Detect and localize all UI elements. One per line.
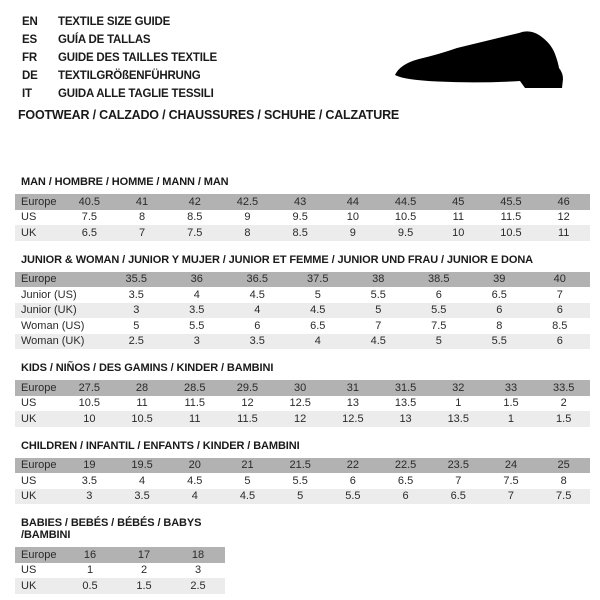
size-value: 5.5 bbox=[431, 304, 447, 317]
size-value: 8 bbox=[138, 211, 146, 224]
size-value: 19.5 bbox=[131, 459, 153, 472]
size-value: 40 bbox=[553, 273, 566, 286]
size-value: 12 bbox=[294, 412, 307, 425]
size-value: 3 bbox=[194, 564, 202, 577]
size-table bbox=[15, 362, 590, 427]
size-value: 21 bbox=[241, 459, 254, 472]
size-value: 11.5 bbox=[184, 397, 206, 410]
size-value: 6.5 bbox=[81, 226, 97, 239]
size-value: 29.5 bbox=[236, 381, 259, 394]
size-value: 5 bbox=[314, 288, 321, 301]
table-title: MAN / HOMBRE / HOMME / MANN / MAN bbox=[21, 176, 229, 188]
size-value: 5.5 bbox=[292, 474, 308, 487]
size-value: 24 bbox=[504, 459, 518, 472]
size-value: 13.5 bbox=[394, 397, 417, 410]
language-row bbox=[22, 31, 217, 49]
size-value: 36.5 bbox=[246, 273, 268, 286]
size-value: 1 bbox=[455, 397, 462, 410]
size-value: 8.5 bbox=[552, 319, 568, 332]
size-value: 12 bbox=[557, 211, 570, 224]
size-value: 46 bbox=[557, 195, 570, 208]
size-value: 6 bbox=[402, 490, 409, 503]
size-table bbox=[15, 517, 225, 594]
size-value: 10 bbox=[83, 412, 96, 425]
table-row bbox=[15, 547, 225, 563]
size-value: 31 bbox=[346, 381, 359, 394]
size-value: 10.5 bbox=[394, 211, 417, 224]
size-value: 5.5 bbox=[491, 335, 507, 348]
size-value: 3.5 bbox=[189, 304, 205, 317]
size-value: 42 bbox=[188, 195, 201, 208]
size-value: 2.5 bbox=[190, 579, 206, 592]
size-value: 11 bbox=[557, 226, 570, 239]
row-label: Junior (US) bbox=[21, 288, 77, 301]
size-value: 35.5 bbox=[125, 273, 147, 286]
size-value: 5 bbox=[133, 319, 140, 332]
size-value: 2.5 bbox=[128, 335, 144, 348]
size-value: 7 bbox=[556, 288, 563, 301]
size-value: 6 bbox=[496, 304, 503, 317]
size-value: 4.5 bbox=[239, 490, 256, 503]
size-value: 42.5 bbox=[236, 195, 259, 208]
language-label: GUIDE DES TAILLES TEXTILE bbox=[58, 52, 217, 64]
size-value: 30 bbox=[294, 381, 307, 394]
size-value: 6 bbox=[556, 304, 563, 317]
language-label: TEXTILGRÖßENFÜHRUNG bbox=[58, 70, 201, 82]
size-value: 21.5 bbox=[289, 459, 311, 472]
size-value: 7.5 bbox=[81, 211, 97, 224]
size-value: 11 bbox=[189, 412, 201, 425]
size-table bbox=[15, 440, 590, 505]
size-value: 6 bbox=[254, 319, 261, 332]
size-value: 10.5 bbox=[131, 412, 153, 425]
size-value: 12 bbox=[241, 397, 254, 410]
size-value: 7.5 bbox=[556, 490, 572, 503]
size-value: 7 bbox=[455, 474, 462, 487]
size-value: 33.5 bbox=[552, 381, 575, 394]
language-code: IT bbox=[22, 88, 32, 100]
size-value: 12.5 bbox=[289, 397, 311, 410]
row-label: UK bbox=[21, 412, 37, 425]
size-value: 1.5 bbox=[136, 579, 152, 592]
size-value: 1 bbox=[86, 564, 94, 577]
row-label: UK bbox=[21, 579, 37, 592]
size-value: 11 bbox=[136, 397, 148, 410]
language-label: GUIDA ALLE TAGLIE TESSILI bbox=[58, 88, 214, 100]
size-value: 1.5 bbox=[503, 397, 519, 410]
size-value: 4.5 bbox=[310, 304, 326, 317]
size-value: 1 bbox=[507, 412, 515, 425]
row-label: UK bbox=[21, 226, 37, 239]
size-value: 38.5 bbox=[428, 273, 450, 286]
size-value: 20 bbox=[188, 459, 201, 472]
row-label: Woman (US) bbox=[21, 319, 85, 332]
size-value: 8 bbox=[496, 319, 503, 332]
table-row bbox=[15, 272, 590, 288]
size-value: 11 bbox=[452, 211, 464, 224]
table-row bbox=[15, 458, 590, 474]
size-table bbox=[15, 254, 590, 350]
table-title: KIDS / NIÑOS / DES GAMINS / KINDER / BAMBINI bbox=[21, 362, 274, 374]
language-list bbox=[22, 13, 217, 103]
size-value: 5.5 bbox=[370, 288, 386, 301]
language-row bbox=[22, 85, 217, 103]
size-value: 39 bbox=[493, 273, 506, 286]
language-code: FR bbox=[22, 52, 37, 64]
size-tables bbox=[15, 176, 590, 600]
size-value: 5.5 bbox=[345, 490, 361, 503]
size-value: 9 bbox=[244, 211, 251, 224]
size-value: 10.5 bbox=[78, 397, 101, 410]
size-value: 4.5 bbox=[249, 288, 265, 301]
size-value: 7.5 bbox=[187, 226, 203, 239]
size-value: 8 bbox=[560, 474, 567, 487]
row-label: Europe bbox=[21, 381, 57, 394]
size-value: 43 bbox=[294, 195, 307, 208]
size-value: 8.5 bbox=[187, 211, 203, 224]
size-value: 37.5 bbox=[307, 273, 329, 286]
table-title: BABIES / BEBÉS / BÉBÉS / BABYS /BAMBINI bbox=[21, 517, 202, 541]
row-label: US bbox=[21, 474, 37, 487]
size-table bbox=[15, 176, 590, 241]
size-value: 23.5 bbox=[447, 459, 469, 472]
table-row bbox=[15, 194, 590, 210]
language-row bbox=[22, 67, 217, 85]
table-row bbox=[15, 303, 590, 319]
size-value: 2 bbox=[560, 397, 567, 410]
size-value: 9 bbox=[349, 226, 356, 239]
size-value: 28.5 bbox=[184, 381, 206, 394]
size-value: 3.5 bbox=[81, 474, 97, 487]
size-value: 22.5 bbox=[394, 459, 417, 472]
size-value: 8.5 bbox=[292, 226, 308, 239]
size-value: 5 bbox=[244, 474, 251, 487]
table-title: CHILDREN / INFANTIL / ENFANTS / KINDER / BAMBINI bbox=[21, 439, 300, 452]
size-value: 6 bbox=[556, 335, 563, 348]
language-code: ES bbox=[22, 34, 37, 46]
size-value: 4.5 bbox=[370, 335, 386, 348]
size-value: 13 bbox=[399, 412, 412, 425]
language-code: EN bbox=[22, 16, 38, 28]
section-title: FOOTWEAR / CALZADO / CHAUSSURES / SCHUHE / CALZATURE bbox=[18, 108, 400, 122]
size-value: 3 bbox=[86, 490, 93, 503]
size-value: 6 bbox=[349, 474, 356, 487]
size-value: 3.5 bbox=[134, 490, 150, 503]
size-value: 5 bbox=[435, 335, 442, 348]
size-value: 13.5 bbox=[447, 412, 469, 425]
size-value: 17 bbox=[137, 548, 151, 561]
table-row bbox=[15, 318, 590, 334]
size-value: 4 bbox=[314, 335, 321, 348]
size-value: 32 bbox=[452, 381, 465, 394]
row-label: Woman (UK) bbox=[21, 335, 85, 348]
size-value: 0.5 bbox=[82, 579, 98, 592]
size-value: 3 bbox=[133, 304, 140, 317]
language-label: GUÍA DE TALLAS bbox=[58, 34, 151, 46]
size-value: 5 bbox=[375, 304, 382, 317]
language-label: TEXTILE SIZE GUIDE bbox=[58, 16, 171, 28]
size-value: 18 bbox=[191, 548, 205, 561]
table-row bbox=[15, 563, 225, 579]
table-title: JUNIOR & WOMAN / JUNIOR Y MUJER / JUNIOR ET FEMME / JUNIOR UND FRAU / JUNIOR E DONA bbox=[21, 253, 534, 266]
size-value: 5.5 bbox=[189, 319, 205, 332]
table-row bbox=[15, 411, 590, 427]
size-value: 4 bbox=[193, 288, 200, 301]
size-value: 44 bbox=[346, 195, 359, 208]
size-value: 31.5 bbox=[394, 381, 417, 394]
size-value: 19 bbox=[83, 459, 96, 472]
size-value: 6.5 bbox=[397, 474, 414, 487]
size-value: 7.5 bbox=[503, 474, 519, 487]
size-value: 44.5 bbox=[394, 195, 417, 208]
size-value: 16 bbox=[83, 548, 97, 561]
size-value: 7 bbox=[507, 490, 515, 503]
table-row bbox=[15, 210, 590, 226]
table-row bbox=[15, 225, 590, 241]
size-value: 4.5 bbox=[187, 474, 203, 487]
size-value: 27.5 bbox=[78, 381, 101, 394]
size-value: 6.5 bbox=[450, 490, 466, 503]
size-value: 7 bbox=[138, 226, 146, 239]
size-value: 7.5 bbox=[431, 319, 447, 332]
size-value: 13 bbox=[346, 397, 359, 410]
row-label: US bbox=[21, 211, 37, 224]
size-value: 4 bbox=[138, 474, 146, 487]
size-value: 6.5 bbox=[491, 288, 507, 301]
size-value: 41 bbox=[135, 195, 149, 208]
size-value: 6.5 bbox=[310, 319, 326, 332]
size-value: 40.5 bbox=[78, 195, 101, 208]
language-code: DE bbox=[22, 70, 38, 82]
row-label: Junior (UK) bbox=[21, 304, 77, 317]
size-value: 8 bbox=[244, 226, 251, 239]
size-value: 33 bbox=[504, 381, 518, 394]
size-value: 10.5 bbox=[500, 226, 522, 239]
size-value: 4 bbox=[191, 490, 198, 503]
size-value: 2 bbox=[140, 564, 148, 577]
size-value: 3.5 bbox=[128, 288, 144, 301]
table-row bbox=[15, 578, 225, 594]
row-label: UK bbox=[21, 490, 37, 503]
size-value: 3.5 bbox=[249, 335, 265, 348]
size-value: 10 bbox=[346, 211, 359, 224]
table-row bbox=[15, 473, 590, 489]
size-value: 5 bbox=[297, 490, 304, 503]
size-value: 6 bbox=[435, 288, 442, 301]
size-value: 28 bbox=[135, 381, 149, 394]
dress-shoe-icon bbox=[393, 30, 575, 96]
table-row bbox=[15, 287, 590, 303]
row-label: Europe bbox=[21, 195, 57, 208]
language-row bbox=[22, 49, 217, 67]
row-label: Europe bbox=[21, 548, 57, 561]
size-value: 45 bbox=[452, 195, 465, 208]
size-value: 4 bbox=[254, 304, 261, 317]
table-row bbox=[15, 396, 590, 412]
size-value: 45.5 bbox=[500, 195, 522, 208]
row-label: US bbox=[21, 397, 37, 410]
size-value: 11.5 bbox=[237, 412, 258, 425]
row-label: Europe bbox=[21, 459, 57, 472]
size-value: 7 bbox=[375, 319, 382, 332]
size-value: 9.5 bbox=[397, 226, 414, 239]
size-value: 36 bbox=[190, 273, 203, 286]
size-value: 9.5 bbox=[292, 211, 308, 224]
size-value: 3 bbox=[193, 335, 200, 348]
size-value: 25 bbox=[557, 459, 570, 472]
size-value: 12.5 bbox=[342, 412, 364, 425]
size-value: 22 bbox=[346, 459, 359, 472]
size-value: 10 bbox=[452, 226, 465, 239]
size-value: 11.5 bbox=[500, 211, 522, 224]
size-value: 1.5 bbox=[556, 412, 572, 425]
table-row bbox=[15, 489, 590, 505]
row-label: US bbox=[21, 564, 37, 577]
table-row bbox=[15, 380, 590, 396]
row-label: Europe bbox=[21, 273, 57, 286]
size-value: 38 bbox=[372, 273, 385, 286]
language-row bbox=[22, 13, 217, 31]
table-row bbox=[15, 334, 590, 350]
